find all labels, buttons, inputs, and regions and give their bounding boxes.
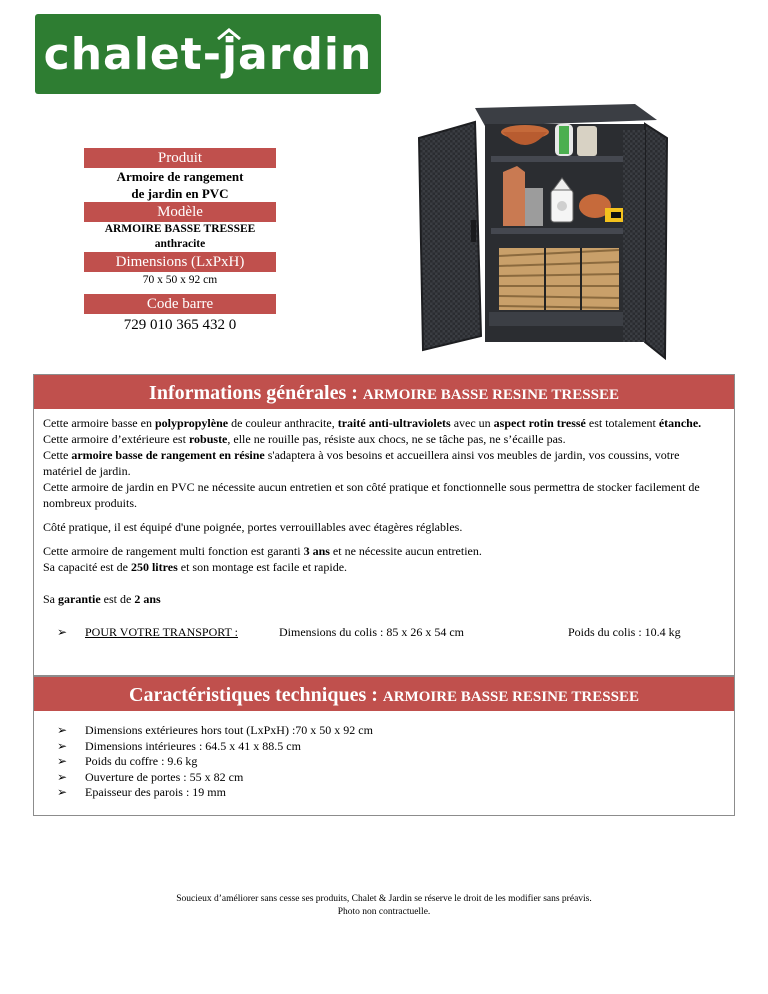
dimensions-label-band <box>84 252 276 272</box>
produit-value-line1: Armoire de rangement <box>116 169 244 184</box>
general-paragraph-3: Cette armoire de rangement multi fonction est garanti 3 ans et ne nécessite aucun entretien. Sa capacité est de 250 litres et son montage est facile et rapide. <box>43 544 482 574</box>
tech-specs-subtitle: ARMOIRE BASSE RESINE TRESSEE <box>382 689 639 705</box>
transport-row <box>34 625 734 640</box>
list-item: ➢ Ouverture de portes : 55 x 82 cm <box>57 769 244 784</box>
modele-label: Modèle <box>84 202 276 222</box>
produit-value-line2: de jardin en PVC <box>131 186 229 201</box>
transport-dims: Dimensions du colis : 85 x 26 x 54 cm <box>279 625 464 639</box>
general-paragraph-1: Cette armoire basse en polypropylène de couleur anthracite, traité anti-ultraviolets avec un aspect rotin tressé est totalement étanche. Cette armoire d’extérieure est robuste, elle ne rouille pas, résiste aux chocs, ne se tâche pas, ne s’écaille pas. Cette armoire basse de rangement en résine s'adaptera à vos besoins et accueillera ainsi vos meubles de jardin, vos coussins, votre matériel de jardin. Cette armoire de jardin en PVC ne nécessite aucun entretien et son côté pratique et fonctionnelle sous permettra de stocker facilement de nombreux produits. <box>43 416 702 510</box>
arrow-bullet-icon: ➢ <box>57 723 68 737</box>
tech-specs-title: Caractéristiques techniques : <box>129 684 378 706</box>
general-info-subtitle: ARMOIRE BASSE RESINE TRESSEE <box>362 387 619 403</box>
general-paragraph-2: Côté pratique, il est équipé d'une poignée, portes verrouillables avec étagères réglables. <box>43 520 463 534</box>
dimensions-unit: (LxPxH) <box>191 254 245 270</box>
arrow-bullet-icon: ➢ <box>57 769 68 784</box>
brand-logo <box>35 14 381 94</box>
barcode-label: Code barre <box>84 294 276 314</box>
list-item: ➢ Epaisseur des parois : 19 mm <box>57 785 226 799</box>
general-paragraph-4: Sa garantie est de 2 ans <box>43 592 161 606</box>
barcode-value: 729 010 365 432 0 <box>123 317 237 333</box>
arrow-bullet-icon: ➢ <box>57 785 68 799</box>
modele-value-line2: anthracite <box>154 238 206 250</box>
arrow-bullet-icon: ➢ <box>57 738 68 753</box>
arrow-bullet-icon: ➢ <box>57 754 68 768</box>
list-item: ➢ Dimensions extérieures hors tout (LxPxH) :70 x 50 x 92 cm <box>57 723 373 737</box>
transport-label: POUR VOTRE TRANSPORT : <box>85 625 238 639</box>
tech-specs-list <box>34 711 734 801</box>
roof-icon <box>216 28 242 40</box>
tech-specs-header <box>34 677 734 711</box>
transport-weight: Poids du colis : 10.4 kg <box>568 625 681 639</box>
produit-label: Produit <box>84 148 276 168</box>
tech-specs-section <box>33 676 735 816</box>
footer-disclaimer <box>0 893 768 919</box>
modele-value-line1: ARMOIRE BASSE TRESSEE <box>104 223 256 235</box>
general-info-body <box>34 409 734 607</box>
list-item: ➢ Poids du coffre : 9.6 kg <box>57 754 198 768</box>
general-info-section <box>33 374 735 676</box>
list-item: ➢ Dimensions intérieures : 64.5 x 41 x 88.5 cm <box>57 738 301 753</box>
product-photo <box>405 100 670 362</box>
logo-text: chalet-jardin <box>43 28 373 80</box>
dimensions-value: 70 x 50 x 92 cm <box>142 274 218 286</box>
general-info-title: Informations générales : <box>149 382 358 404</box>
general-info-header <box>34 375 734 409</box>
product-info <box>84 148 276 336</box>
arrow-bullet-icon: ➢ <box>57 625 68 639</box>
footer-line-2: Photo non contractuelle. <box>337 907 431 917</box>
dimensions-label: Dimensions <box>115 254 188 270</box>
footer-line-1: Soucieux d’améliorer sans cesse ses produits, Chalet & Jardin se réserve le droit de les modifier sans préavis. <box>176 894 592 904</box>
